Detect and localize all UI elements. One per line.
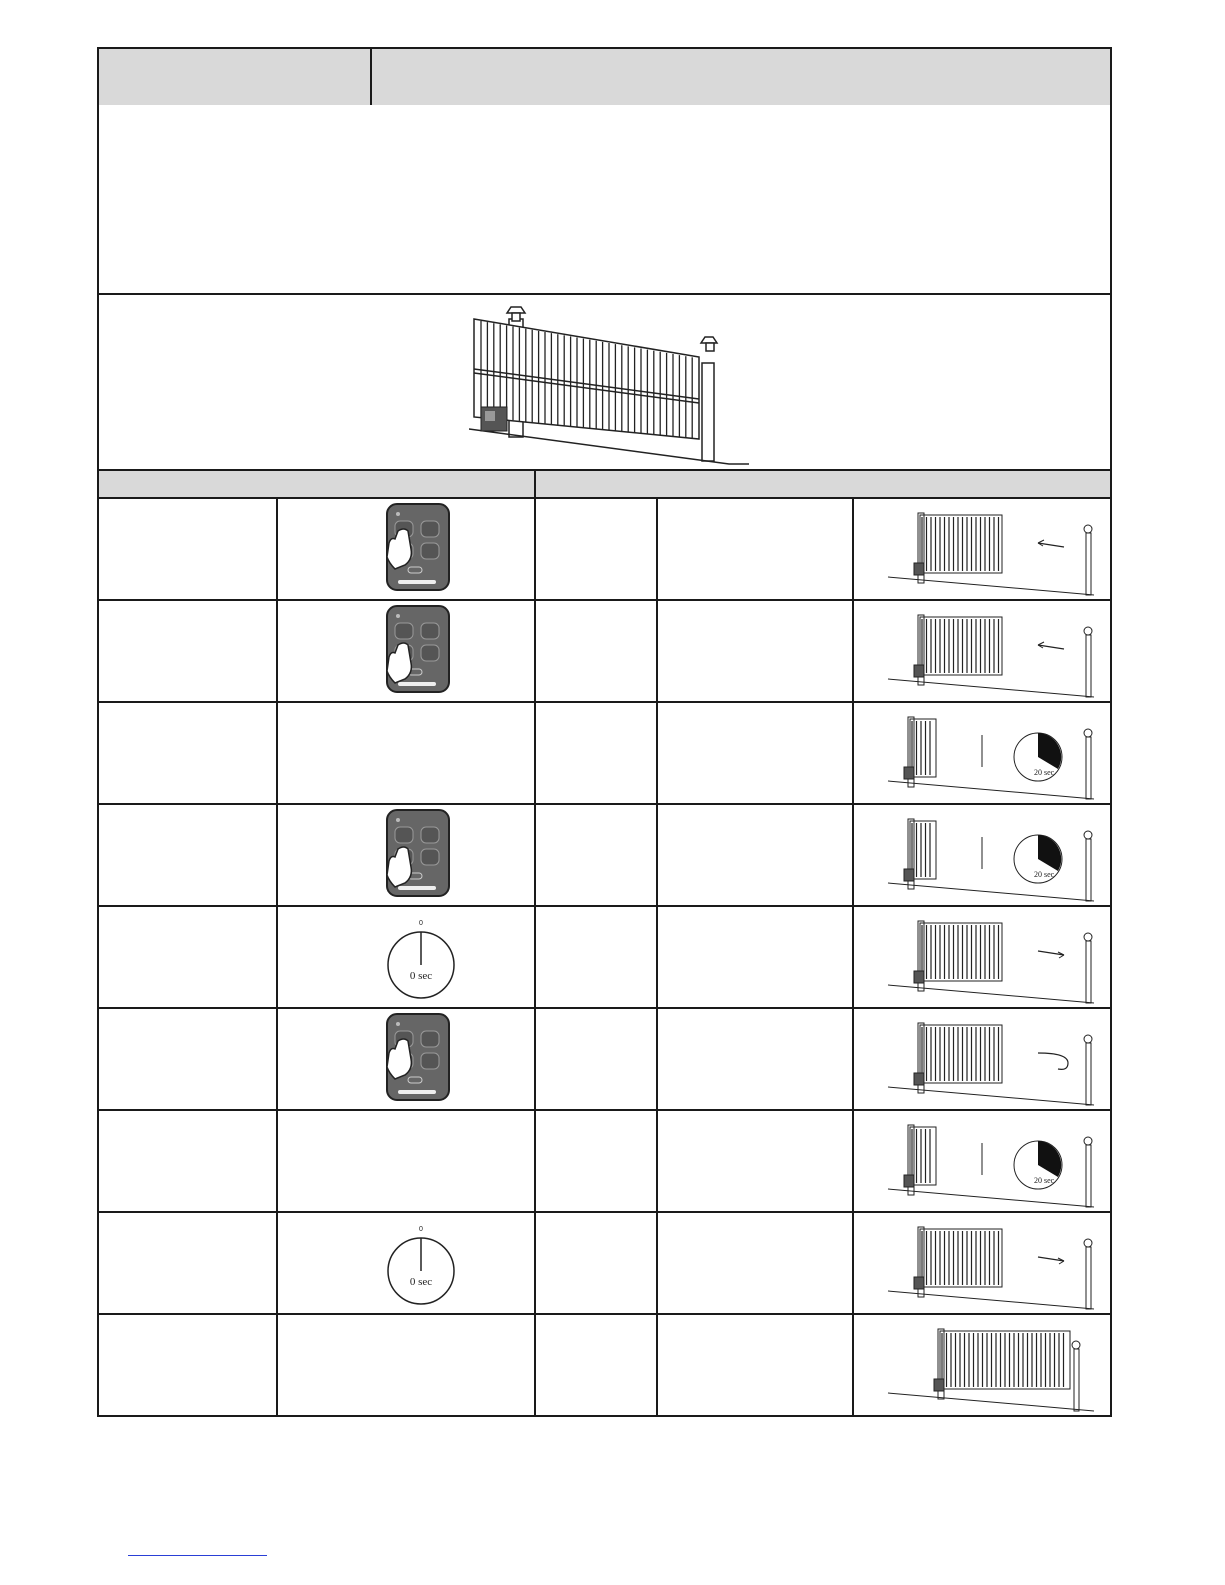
column-divider [534,703,536,803]
remote-control-icon [384,603,454,700]
column-divider [852,907,854,1007]
column-divider [534,1009,536,1109]
table-row [97,703,1112,805]
svg-text:20 sec: 20 sec [1034,870,1055,879]
column-divider [656,703,658,803]
column-divider [852,1213,854,1313]
remote-control-icon [384,501,454,598]
table-row [97,1009,1112,1111]
gate-scene-illustration [878,1319,1104,1418]
svg-text:20 sec: 20 sec [1034,768,1055,777]
timer-icon [381,1215,461,1312]
header-divider [370,49,372,105]
svg-text:20 sec: 20 sec [1034,1176,1055,1185]
table-row [97,1213,1112,1315]
svg-text:0: 0 [419,1226,423,1233]
remote-control-icon [384,807,454,904]
column-divider [656,601,658,701]
column-divider [276,703,278,803]
column-divider [852,805,854,905]
gate-scene-illustration [878,605,1104,704]
gate-scene-illustration [878,1013,1104,1112]
column-divider [534,1213,536,1313]
gate-scene-illustration [878,911,1104,1010]
column-divider [276,499,278,599]
steps-table [97,499,1112,1417]
table-row [97,499,1112,601]
column-divider [656,907,658,1007]
column-divider [852,601,854,701]
column-divider [534,499,536,599]
column-divider [276,1315,278,1415]
gate-scene-illustration [878,1217,1104,1316]
svg-text:0: 0 [419,920,423,927]
hero-illustration [97,295,1112,471]
column-divider [656,499,658,599]
gate-scene-illustration [878,809,1104,908]
svg-text:0 sec: 0 sec [409,1276,433,1288]
column-divider [852,703,854,803]
table-row [97,1315,1112,1417]
column-divider [656,805,658,905]
column-divider [852,1315,854,1415]
column-divider [656,1009,658,1109]
table-row [97,805,1112,907]
subheader-divider [534,471,536,497]
gate-scene-illustration [878,707,1104,806]
column-divider [276,1009,278,1109]
table-row [97,907,1112,1009]
column-divider [656,1111,658,1211]
column-subheader [97,471,1112,499]
footer-link-underline[interactable] [128,1555,267,1556]
table-row [97,601,1112,703]
column-divider [534,907,536,1007]
column-divider [276,907,278,1007]
svg-text:0 sec: 0 sec [409,970,433,982]
column-divider [276,601,278,701]
column-divider [534,601,536,701]
column-divider [276,805,278,905]
column-divider [534,1111,536,1211]
table-row [97,1111,1112,1213]
timer-icon [381,909,461,1006]
column-divider [656,1213,658,1313]
intro-section [97,105,1112,295]
column-divider [534,1315,536,1415]
column-divider [276,1213,278,1313]
gate-scene-illustration [878,1115,1104,1214]
column-divider [852,1111,854,1211]
remote-control-icon [384,1011,454,1108]
column-divider [276,1111,278,1211]
table-header [97,47,1112,107]
sliding-gate-illustration [469,299,829,467]
gate-scene-illustration [878,503,1104,602]
column-divider [656,1315,658,1415]
column-divider [534,805,536,905]
column-divider [852,1009,854,1109]
column-divider [852,499,854,599]
